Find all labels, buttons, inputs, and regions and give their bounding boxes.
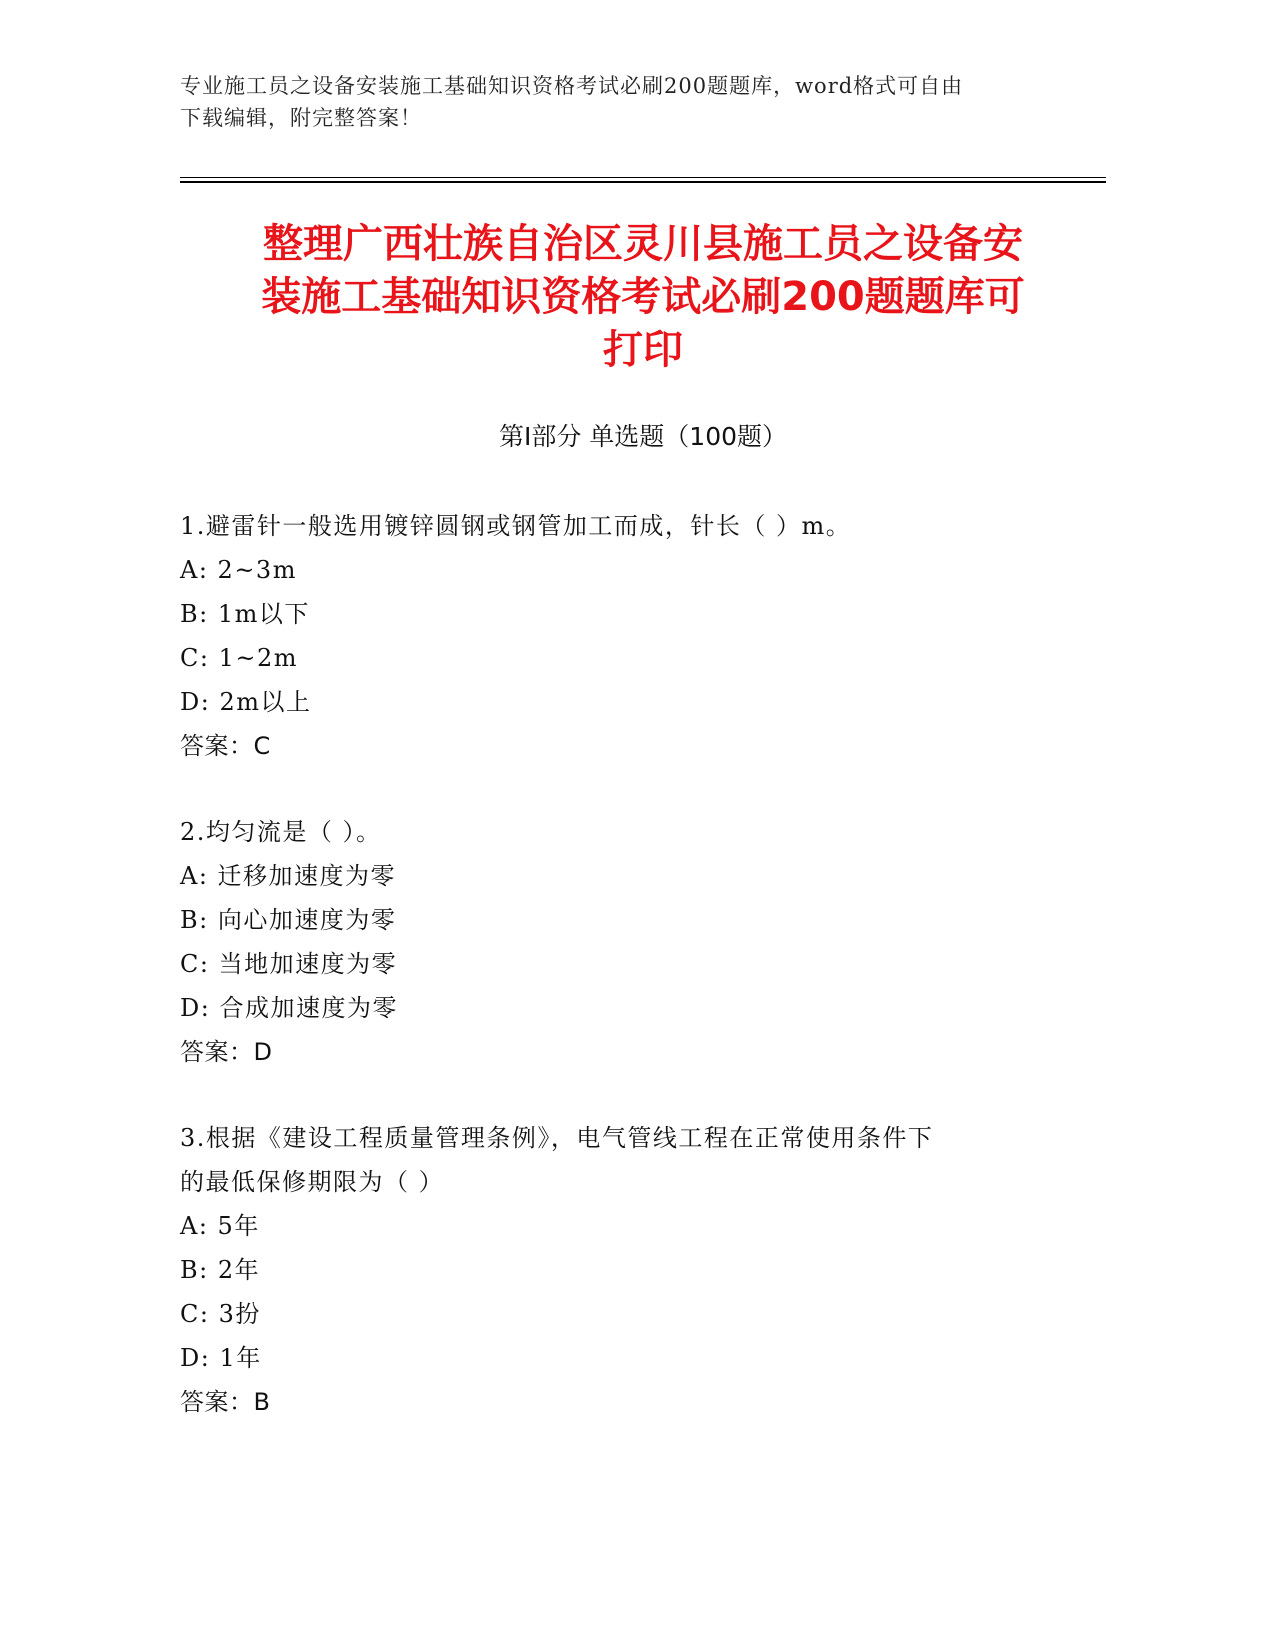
header-note-line-2: 下载编辑，附完整答案！ — [180, 106, 422, 130]
answer: 答案：C — [180, 732, 271, 760]
option-b: B: 2年 — [180, 1256, 261, 1284]
question-list — [180, 504, 1040, 1466]
option-b: B: 向心加速度为零 — [180, 906, 397, 934]
header-divider-thick — [180, 181, 1106, 183]
answer: 答案：B — [180, 1388, 271, 1416]
option-b: B: 1m以下 — [180, 600, 310, 628]
question-1 — [180, 504, 1040, 768]
answer: 答案：D — [180, 1038, 273, 1066]
question-stem: 1.避雷针一般选用镀锌圆钢或钢管加工而成，针长（ ）m。 — [180, 512, 852, 540]
question-stem: 2.均匀流是（ ）。 — [180, 818, 382, 846]
document-title-line-1: 整理广西壮族自治区灵川县施工员之设备安 — [263, 221, 1023, 267]
document-title — [180, 218, 1106, 377]
option-d: D: 2m以上 — [180, 688, 312, 716]
section-heading: 第I部分 单选题（100题） — [498, 422, 788, 451]
question-3 — [180, 1116, 1040, 1424]
header-divider-thin — [180, 177, 1106, 178]
question-stem-line-1: 3.根据《建设工程质量管理条例》，电气管线工程在正常使用条件下 — [180, 1124, 934, 1152]
option-c: C: 1~2m — [180, 644, 298, 672]
document-title-line-3: 打印 — [603, 327, 683, 373]
question-2 — [180, 810, 1040, 1074]
option-a: A: 迁移加速度为零 — [180, 862, 397, 890]
option-d: D: 1年 — [180, 1344, 262, 1372]
question-stem-line-2: 的最低保修期限为（ ） — [180, 1168, 445, 1196]
document-title-line-2: 装施工基础知识资格考试必刷200题题库可 — [261, 274, 1025, 320]
header-note-line-1: 专业施工员之设备安装施工基础知识资格考试必刷200题题库，word格式可自由 — [180, 74, 964, 98]
option-c: C: 3扮 — [180, 1300, 261, 1328]
option-a: A: 5年 — [180, 1212, 260, 1240]
option-c: C: 当地加速度为零 — [180, 950, 398, 978]
header-note — [180, 70, 1080, 134]
option-d: D: 合成加速度为零 — [180, 994, 398, 1022]
option-a: A: 2~3m — [180, 556, 297, 584]
